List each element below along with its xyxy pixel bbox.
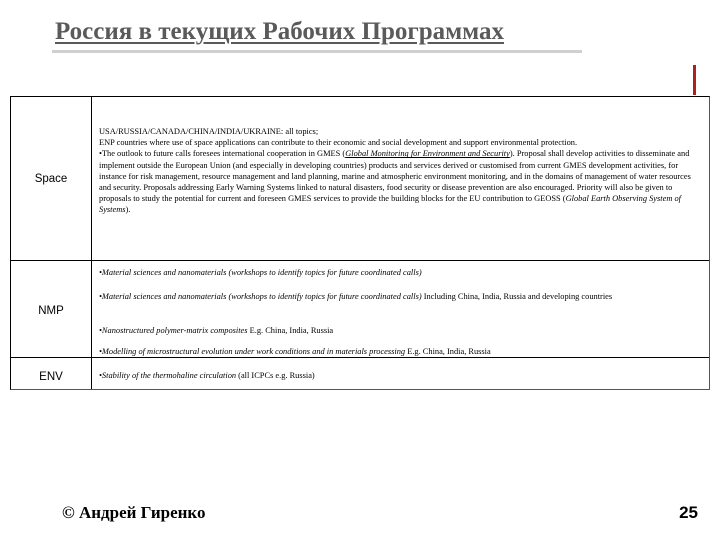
nmp-item-3: •Nanostructured polymer-matrix composites E.g. China, India, Russia <box>99 326 334 335</box>
title-underline-shadow <box>52 50 582 53</box>
space-description <box>99 126 699 215</box>
space-line-1: USA/RUSSIA/CANADA/CHINA/INDIA/UKRAINE: all topics; <box>99 127 319 136</box>
gmes-term: Global Monitoring for Environment and Security <box>345 149 510 159</box>
footer-author: © Андрей Гиренко <box>62 503 206 522</box>
slide-title: Россия в текущих Рабочих Программах <box>55 18 504 45</box>
nmp-item-2: •Material sciences and nanomaterials (workshops to identify topics for future coordinated calls) Including China, India, Russia and developing countries <box>99 292 613 301</box>
row-label-env: ENV <box>39 371 63 383</box>
work-programmes-table <box>10 96 710 390</box>
column-divider <box>91 97 92 389</box>
accent-bar <box>693 65 696 95</box>
nmp-item-4: •Modelling of microstructural evolution under work conditions and in materials processing E.g. China, India, Russia <box>99 347 491 356</box>
space-line-2: ENP countries where use of space applications can contribute to their economic and social development and support environmental protection. <box>99 138 578 148</box>
geoss-term: Global Earth Observing System of Systems <box>99 194 681 215</box>
page-number: 25 <box>679 503 698 522</box>
env-item-1: •Stability of the thermohaline circulation (all ICPCs e.g. Russia) <box>99 371 315 380</box>
nmp-item-1: •Material sciences and nanomaterials (workshops to identify topics for future coordinated calls) <box>99 268 422 277</box>
row-label-nmp: NMP <box>38 305 64 317</box>
space-gmes-paragraph: •The outlook to future calls foresees international cooperation in GMES (Global Monitoring for Environment and Security). Proposal shall develop activities to disseminate and implement outside the European Union (and especially in developing countries) products and services derived or customised from current GMES development activities, for instance for risk management, resource management and land planning, marine and atmospheric environment monitoring, and in the domains of management of water resources and security. Proposals addressing Early Warning Systems linked to natural disasters, food security or disease prevention are also encouraged. Priority will also be given to proposals to study the potential for current and foreseen GMES services to provide the building blocks for the EU contribution to GEOSS (Global Earth Observing System of Systems). <box>99 149 691 215</box>
row-divider-space-nmp <box>11 260 709 261</box>
row-label-space: Space <box>34 173 68 185</box>
